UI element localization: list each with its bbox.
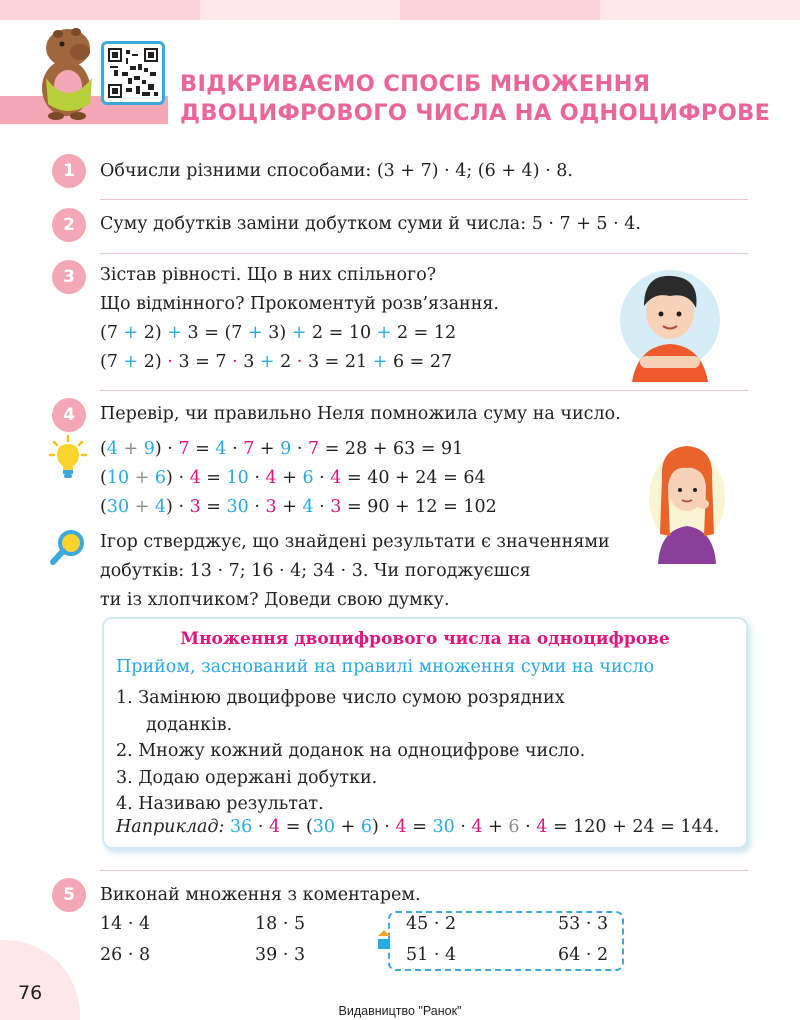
expression: 39 · 3 <box>255 945 306 965</box>
expression: 51 · 4 <box>406 945 457 965</box>
rule-step: 4. Називаю результат. <box>116 794 324 814</box>
task-4-equation-3: (30 + 4) · 3 = 30 · 3 + 4 · 3 = 90 + 12 = 102 <box>100 497 497 517</box>
task-number-1: 1 <box>52 154 86 188</box>
rule-example: Наприклад: 36 · 4 = (30 + 6) · 4 = 30 · 4 + 6 · 4 = 120 + 24 = 144. <box>116 817 720 837</box>
top-decor-bar <box>0 0 800 20</box>
task-4-equation-1: (4 + 9) · 7 = 4 · 7 + 9 · 7 = 28 + 63 = 91 <box>100 439 464 459</box>
rule-subtitle: Прийом, заснований на правилі множення суми на число <box>116 657 655 677</box>
task-4-equations <box>100 435 497 522</box>
title-line-1: ВІДКРИВАЄМО СПОСІБ МНОЖЕННЯ <box>180 71 651 97</box>
boy-illustration-icon <box>618 262 722 382</box>
task-4-equation-2: (10 + 6) · 4 = 10 · 4 + 6 · 4 = 40 + 24 = 64 <box>100 468 486 488</box>
task-number-2: 2 <box>52 208 86 242</box>
igor-line-1: Ігор стверджує, що знайдені результати є значеннями <box>100 532 610 552</box>
rule-step: 2. Множу кожний доданок на одноцифрове число. <box>116 741 586 761</box>
rule-step: 1. Замінюю двоцифрове число сумою розрядних <box>116 688 565 708</box>
expression: 53 · 3 <box>558 914 609 934</box>
example-label: Наприклад: <box>116 817 225 837</box>
task-number-5: 5 <box>52 878 86 912</box>
capybara-mascot-icon <box>38 22 100 120</box>
expression: 26 · 8 <box>100 945 151 965</box>
expression: 45 · 2 <box>406 914 457 934</box>
task-3-line-2: Що відмінного? Прокоментуй розв’язання. <box>100 294 499 314</box>
task-5-text: Виконай множення з коментарем. <box>100 885 421 905</box>
task-4-igor-block <box>100 528 610 615</box>
rule-step: 3. Додаю одержані добутки. <box>116 767 378 788</box>
divider <box>100 870 748 871</box>
divider <box>100 199 748 200</box>
rule-box <box>102 617 748 849</box>
title-line-2: ДВОЦИФРОВОГО ЧИСЛА НА ОДНОЦИФРОВЕ <box>180 100 771 126</box>
task-3-equation-2: (7 + 2) · 3 = 7 · 3 + 2 · 3 = 21 + 6 = 27 <box>100 352 453 372</box>
qr-code[interactable] <box>101 41 165 105</box>
igor-line-3: ти із хлопчиком? Доведи свою думку. <box>100 590 450 610</box>
task-4-text: Перевір, чи правильно Неля помножила суму на число. <box>100 404 621 424</box>
expression: 64 · 2 <box>558 945 609 965</box>
igor-line-2: добутків: 13 · 7; 16 · 4; 34 · 3. Чи погоджуєшся <box>100 561 531 581</box>
task-1-text: Обчисли різними способами: (3 + 7) · 4; (6 + 4) · 8. <box>100 161 573 181</box>
task-3-line-1: Зістав рівності. Що в них спільного? <box>100 265 437 285</box>
rule-title: Множення двоцифрового числа на одноцифрове <box>180 629 670 649</box>
rule-steps <box>116 685 585 818</box>
expression: 14 · 4 <box>100 914 151 934</box>
girl-illustration-icon <box>648 438 726 564</box>
task-number-3: 3 <box>52 260 86 294</box>
page-number: 76 <box>18 982 43 1004</box>
task-3-equation-1: (7 + 2) + 3 = (7 + 3) + 2 = 10 + 2 = 12 <box>100 323 457 343</box>
task-2-text: Суму добутків заміни добутком суми й числа: 5 · 7 + 5 · 4. <box>100 214 641 234</box>
divider <box>100 390 748 391</box>
task-3-block <box>100 261 499 377</box>
task-number-4: 4 <box>52 398 86 432</box>
rule-step: доданків. <box>146 714 233 735</box>
divider <box>100 253 748 254</box>
magnifier-icon <box>48 528 86 568</box>
page-title <box>180 70 770 128</box>
level-marker-icon <box>376 930 392 950</box>
qr-code-icon <box>108 48 158 98</box>
publisher-footer: Видавництво "Ранок" <box>338 1004 462 1018</box>
lightbulb-icon <box>48 434 88 482</box>
expression: 18 · 5 <box>255 914 306 934</box>
